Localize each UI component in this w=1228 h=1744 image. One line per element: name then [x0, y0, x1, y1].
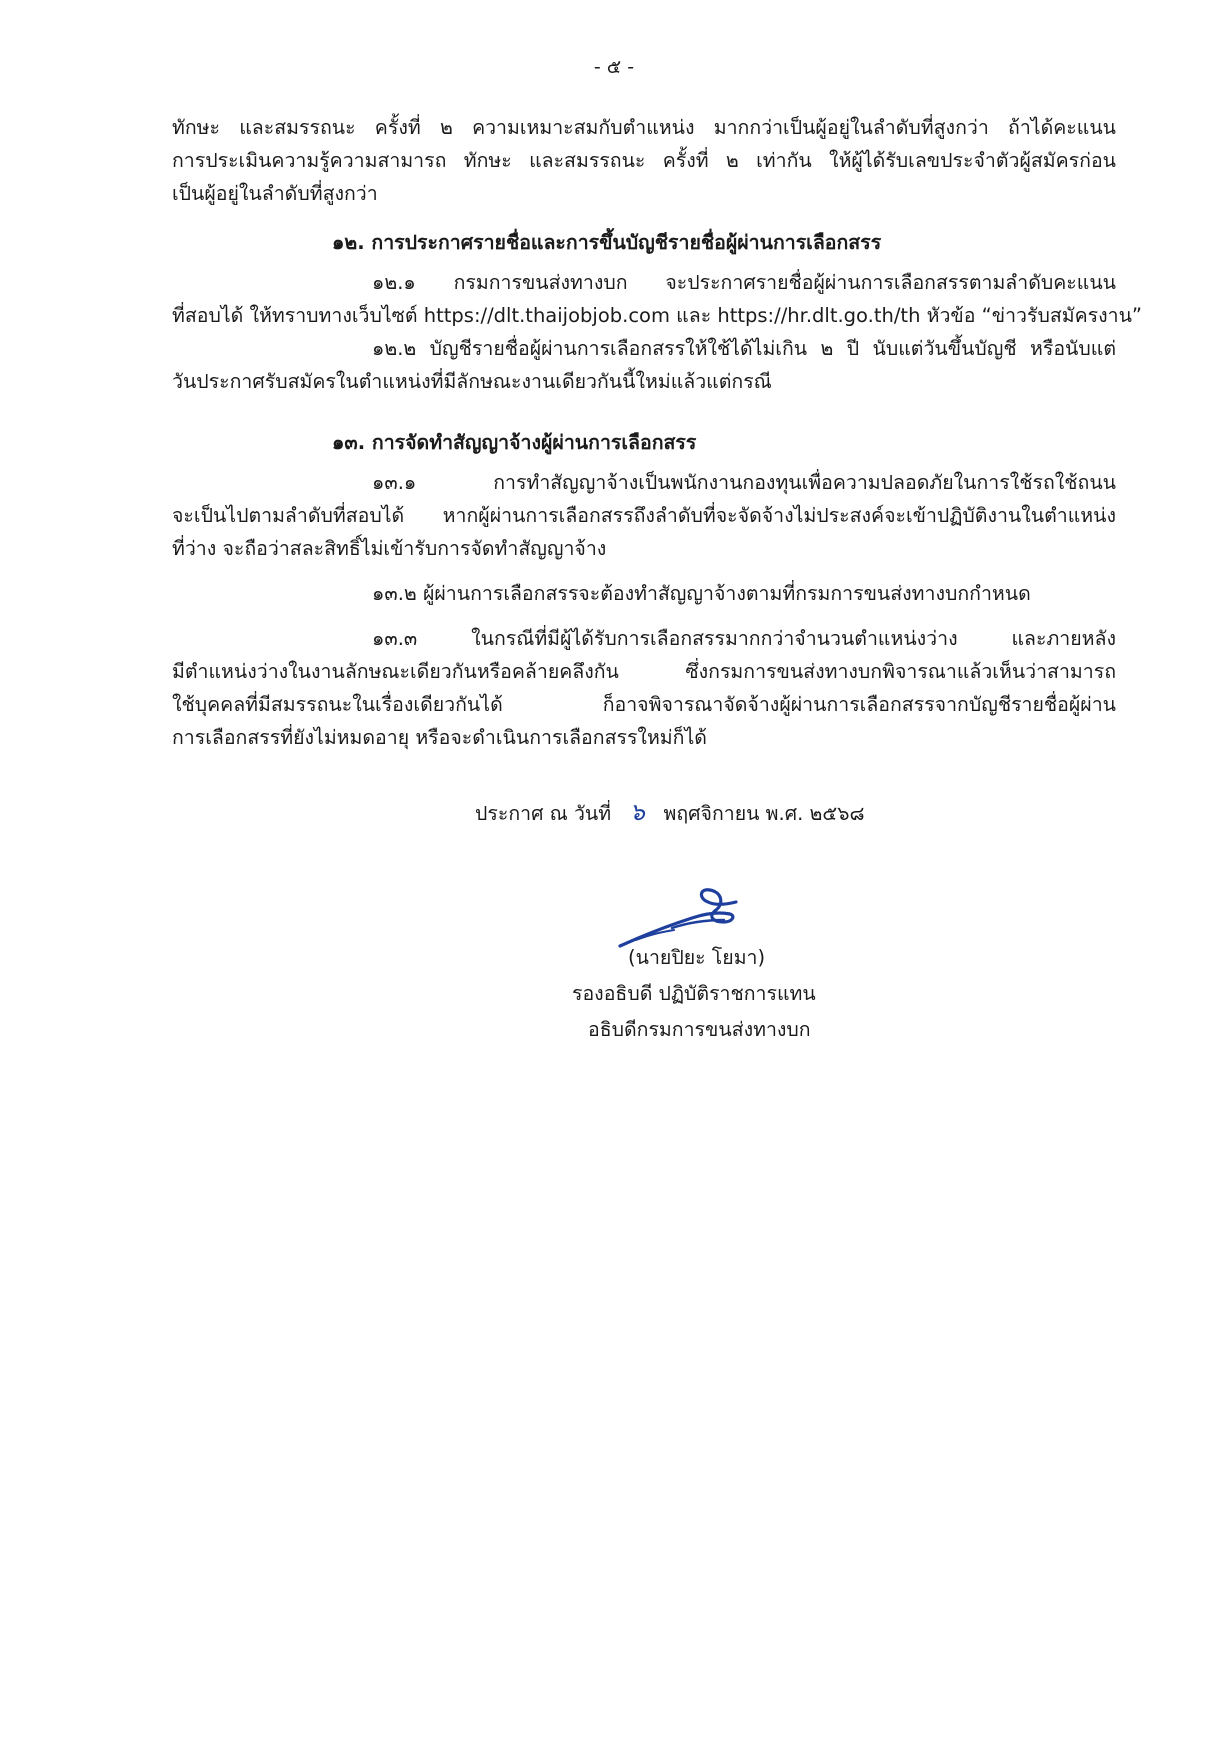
intro-line-2: การประเมินความรู้ความสามารถ ทักษะ และสมรรถนะ ครั้งที่ ๒ เท่ากัน ให้ผู้ได้รับเลขประจำตัวผู้สมัครก่อน [172, 149, 1116, 172]
intro-line-1: ทักษะ และสมรรถนะ ครั้งที่ ๒ ความเหมาะสมกับตำแหน่ง มากกว่าเป็นผู้อยู่ในลำดับที่สูงกว่า ถ้าได้คะแนน [172, 116, 1116, 139]
section-12-2-line-2: วันประกาศรับสมัครในตำแหน่งที่มีลักษณะงานเดียวกันนี้ใหม่แล้วแต่กรณี [172, 370, 772, 393]
section-13-3-line-3: ใช้บุคคลที่มีสมรรถนะในเรื่องเดียวกันได้ ก็อาจพิจารณาจัดจ้างผู้ผ่านการเลือกสรรจากบัญชีรายชื่อผู้ผ่าน [172, 693, 1116, 716]
section-13-1-line-2: จะเป็นไปตามลำดับที่สอบได้ หากผู้ผ่านการเลือกสรรถึงลำดับที่จะจัดจ้างไม่ประสงค์จะเข้าปฏิบัติงานในตำแหน่ง [172, 504, 1116, 527]
section-13-3-line-4: การเลือกสรรที่ยังไม่หมดอายุ หรือจะดำเนินการเลือกสรรใหม่ก็ได้ [172, 726, 707, 749]
section-13-1-line-1: ๑๓.๑ การทำสัญญาจ้างเป็นพนักงานกองทุนเพื่อความปลอดภัยในการใช้รถใช้ถนน [372, 471, 1116, 494]
section-13-3-line-1: ๑๓.๓ ในกรณีที่มีผู้ได้รับการเลือกสรรมากกว่าจำนวนตำแหน่งว่าง และภายหลัง [372, 627, 1116, 650]
signatory-position-2: อธิบดีกรมการขนส่งทางบก [588, 1018, 811, 1041]
section-13-heading: ๑๓. การจัดทำสัญญาจ้างผู้ผ่านการเลือกสรร [332, 431, 697, 454]
signature-block [520, 940, 920, 1048]
section-12-heading: ๑๒. การประกาศรายชื่อและการขึ้นบัญชีรายชื่อผู้ผ่านการเลือกสรร [332, 231, 882, 254]
section-13-3-line-2: มีตำแหน่งว่างในงานลักษณะเดียวกันหรือคล้ายคลึงกัน ซึ่งกรมการขนส่งทางบกพิจารณาแล้วเห็นว่าสามารถ [172, 660, 1116, 683]
section-12-2-line-1: ๑๒.๒ บัญชีรายชื่อผู้ผ่านการเลือกสรรให้ใช้ได้ไม่เกิน ๒ ปี นับแต่วันขึ้นบัญชี หรือนับแต่ [372, 337, 1116, 360]
page-number: - ๕ - [593, 56, 635, 78]
section-13-1-line-3: ที่ว่าง จะถือว่าสละสิทธิ์ไม่เข้ารับการจัดทำสัญญาจ้าง [172, 537, 607, 560]
section-13-2-line-1: ๑๓.๒ ผู้ผ่านการเลือกสรรจะต้องทำสัญญาจ้างตามที่กรมการขนส่งทางบกกำหนด [372, 582, 1031, 605]
intro-line-3: เป็นผู้อยู่ในลำดับที่สูงกว่า [172, 182, 378, 205]
announcement-month-year: พฤศจิกายน พ.ศ. ๒๕๖๘ [663, 802, 865, 825]
section-12-1-line-1: ๑๒.๑ กรมการขนส่งทางบก จะประกาศรายชื่อผู้ผ่านการเลือกสรรตามลำดับคะแนน [372, 271, 1116, 294]
announcement-date [475, 796, 865, 830]
section-12-1-line-2: ที่สอบได้ ให้ทราบทางเว็บไซต์ https://dlt.thaijobjob.com และ https://hr.dlt.go.th/th หัวข้อ “ข่าวรับสมัครงาน” [172, 304, 1143, 327]
announcement-prefix: ประกาศ ณ วันที่ [475, 802, 612, 825]
announcement-day: ๖ [629, 798, 645, 826]
signatory-name: (นายปิยะ โยมา) [628, 946, 766, 969]
signatory-position-1: รองอธิบดี ปฏิบัติราชการแทน [572, 982, 816, 1005]
